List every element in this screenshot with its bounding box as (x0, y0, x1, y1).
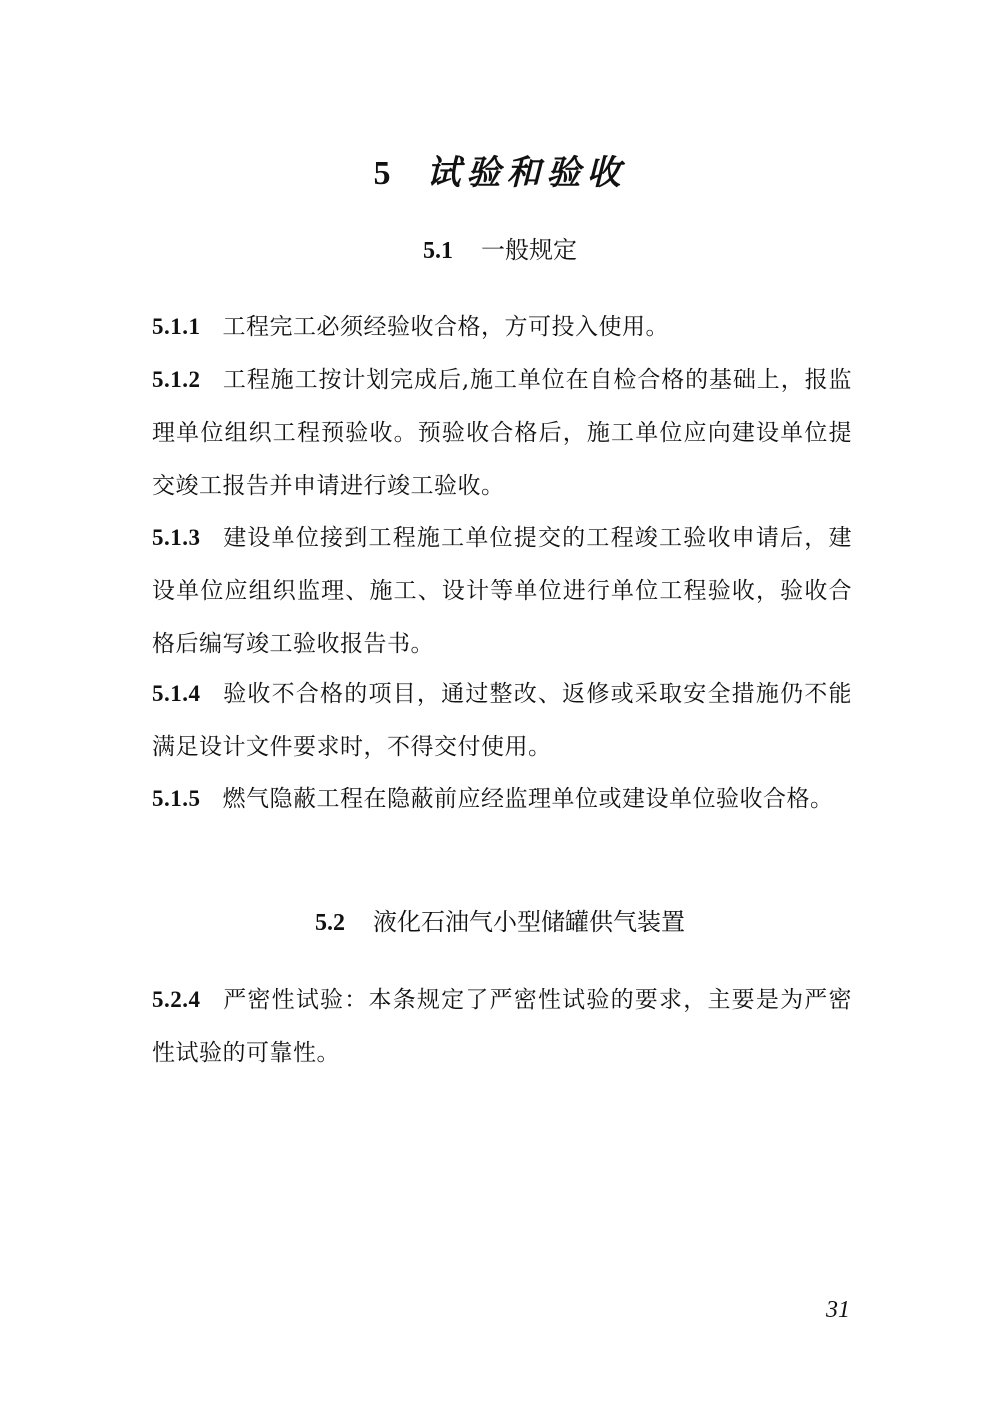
clause-text: 严密性试验：本条规定了严密性试验的要求，主要是为严密性试验的可靠性。 (152, 987, 852, 1066)
clause-paragraph (152, 772, 852, 826)
clause-number: 5.1.3 (152, 525, 201, 550)
clause-paragraph (152, 511, 852, 671)
clause-text: 建设单位接到工程施工单位提交的工程竣工验收申请后，建设单位应组织监理、施工、设计等单位进行单位工程验收，验收合格后编写竣工验收报告书。 (152, 525, 852, 657)
clause-paragraph (152, 667, 852, 774)
clause-text: 燃气隐蔽工程在隐蔽前应经监理单位或建设单位验收合格。 (222, 786, 834, 812)
clause-number: 5.1.1 (152, 314, 201, 339)
chapter-title: 试验和验收 (426, 153, 627, 193)
clause-number: 5.2.4 (152, 987, 201, 1012)
clause-number: 5.1.4 (152, 681, 201, 706)
chapter-number: 5 (373, 155, 393, 192)
clause-number: 5.1.2 (152, 367, 201, 392)
clause-paragraph (152, 353, 852, 513)
clause-number: 5.1.5 (152, 786, 201, 811)
clause-text: 工程施工按计划完成后,施工单位在自检合格的基础上，报监理单位组织工程预验收。预验收合格后，施工单位应向建设单位提交竣工报告并申请进行竣工验收。 (152, 367, 852, 499)
clause-text: 验收不合格的项目，通过整改、返修或采取安全措施仍不能满足设计文件要求时，不得交付使用。 (152, 681, 852, 760)
section-heading (0, 902, 1000, 943)
page-number: 31 (826, 1297, 850, 1323)
section-title: 液化石油气小型储罐供气装置 (373, 908, 685, 936)
chapter-heading (0, 143, 1000, 204)
section-number: 5.1 (423, 238, 453, 264)
clause-paragraph (152, 300, 852, 354)
section-title: 一般规定 (481, 236, 577, 264)
clause-paragraph (152, 973, 852, 1080)
section-number: 5.2 (315, 910, 345, 936)
section-heading (0, 230, 1000, 271)
clause-text: 工程完工必须经验收合格，方可投入使用。 (222, 314, 669, 340)
